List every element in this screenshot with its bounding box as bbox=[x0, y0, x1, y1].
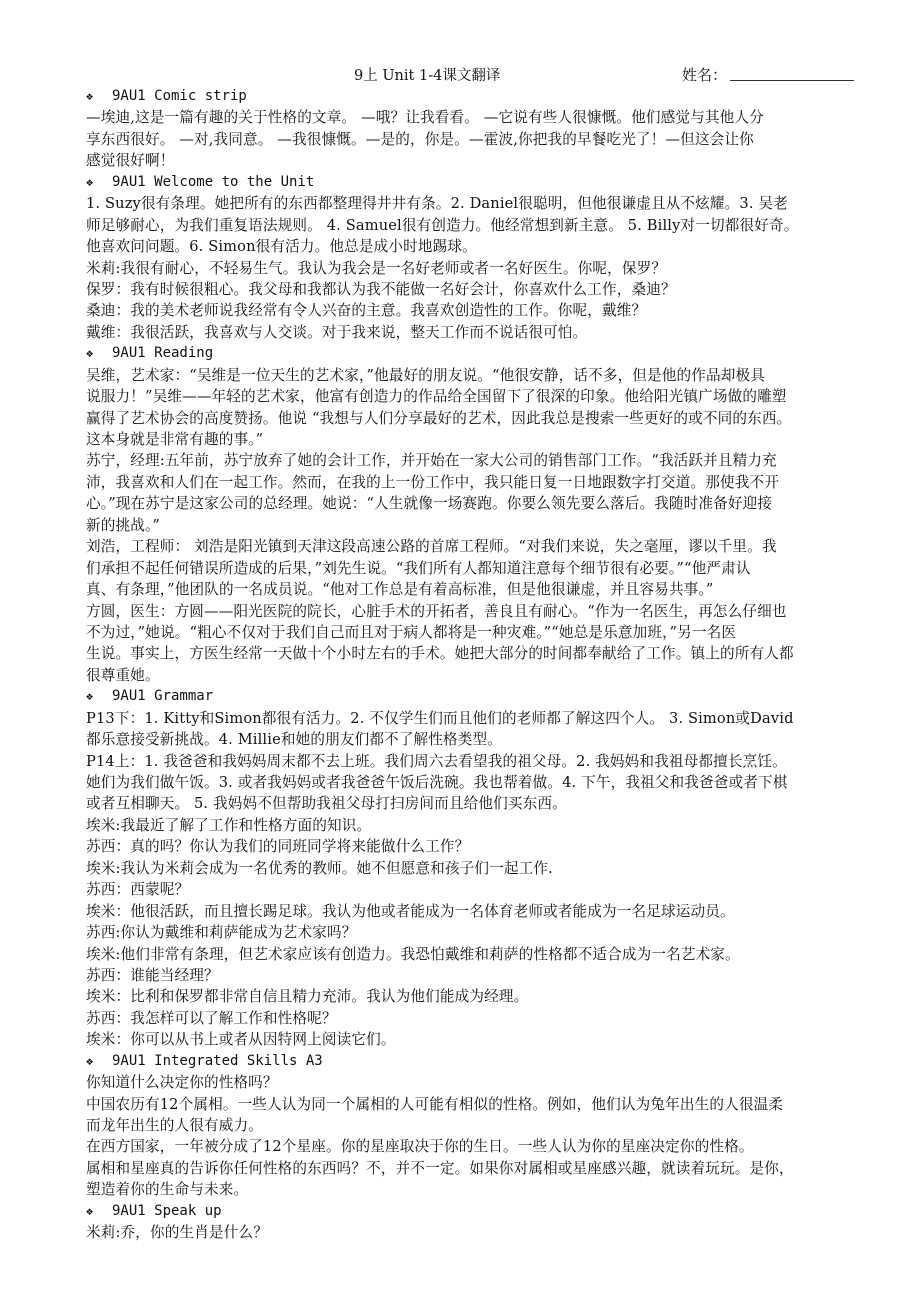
text-line: 苏西：我怎样可以了解工作和性格呢？ bbox=[86, 1009, 337, 1027]
text-line: 真、有条理，”他团队的一名成员说。“他对工作总是有着高标准，但是他很谦虚，并且容易共事。” bbox=[86, 581, 714, 599]
text-line: 都乐意接受新挑战。4. Millie和她的朋友们都不了解性格类型。 bbox=[86, 731, 503, 749]
section-heading bbox=[86, 686, 866, 707]
diamond-bullet-icon: ❖ bbox=[86, 1203, 94, 1218]
text-line: 吴维，艺术家：“吴维是一位天生的艺术家，”他最好的朋友说。“他很安静，话不多，但是他的作品却极具 bbox=[86, 366, 766, 384]
text-line: 不为过，”她说。“粗心不仅对于我们自己而且对于病人都将是一种灾难。”“她总是乐意加班，”另一名医 bbox=[86, 623, 737, 641]
text-line: 属相和星座真的告诉你任何性格的东西吗？不，并不一定。如果你对属相或星座感兴趣，就读着玩玩。是你， bbox=[86, 1159, 794, 1177]
text-line: 很尊重她。 bbox=[86, 666, 160, 684]
text-line: 心。”现在苏宁是这家公司的总经理。她说：“人生就像一场赛跑。你要么领先要么落后。我随时准备好迎接 bbox=[86, 495, 773, 513]
section-heading bbox=[86, 1201, 866, 1222]
text-line: 米莉:我很有耐心，不轻易生气。我认为我会是一名好老师或者一名好医生。你呢，保罗？ bbox=[86, 259, 667, 277]
section bbox=[86, 1201, 866, 1244]
section bbox=[86, 172, 866, 344]
section-heading bbox=[86, 1051, 866, 1072]
text-line: 感觉很好啊！ bbox=[86, 152, 175, 170]
diamond-bullet-icon: ❖ bbox=[86, 689, 94, 704]
text-line: 在西方国家，一年被分成了12个星座。你的星座取决于你的生日。一些人认为你的星座决定你的性格。 bbox=[86, 1138, 754, 1156]
section bbox=[86, 343, 866, 686]
text-line: 她们为我们做午饭。3. 或者我妈妈或者我爸爸午饭后洗碗。我也帮着做。4. 下午，我祖父和我爸爸或者下棋 bbox=[86, 774, 788, 791]
section bbox=[86, 86, 866, 172]
section-heading bbox=[86, 343, 866, 364]
text-line: 塑造着你的生命与未来。 bbox=[86, 1181, 249, 1199]
title-row bbox=[86, 64, 866, 86]
text-line: 你知道什么决定你的性格吗？ bbox=[86, 1074, 278, 1092]
section-heading-text: 9AU1 Comic strip bbox=[112, 88, 247, 104]
section-heading-text: 9AU1 Grammar bbox=[112, 688, 214, 705]
section-heading-text: 9AU1 Speak up bbox=[112, 1202, 222, 1219]
name-label: 姓名： bbox=[682, 66, 728, 84]
text-line: 埃米:他们非常有条理，但艺术家应该有创造力。我恐怕戴维和莉萨的性格都不适合成为一名艺术家。 bbox=[86, 945, 740, 963]
name-blank-line bbox=[730, 80, 854, 81]
text-line: 埃米：你可以从书上或者从因特网上阅读它们。 bbox=[86, 1031, 396, 1049]
text-line: 而龙年出生的人很有威力。 bbox=[86, 1117, 263, 1134]
text-line: 沛，我喜欢和人们在一起工作。然而，在我的上一份工作中，我只能日复一日地跟数字打交道。那使我不开 bbox=[86, 473, 779, 491]
section bbox=[86, 686, 866, 1050]
sections-container bbox=[86, 86, 866, 1244]
section bbox=[86, 1051, 866, 1201]
text-line: 1. Suzy很有条理。她把所有的东西都整理得井井有条。2. Daniel很聪明，但他很谦虚且从不炫耀。3. 吴老 bbox=[86, 195, 788, 213]
text-line: 方圆，医生：方圆——阳光医院的院长，心脏手术的开拓者，善良且有耐心。“作为一名医生，再怎么仔细也 bbox=[86, 602, 787, 620]
diamond-bullet-icon: ❖ bbox=[86, 1053, 94, 1068]
text-line: —埃迪,这是一篇有趣的关于性格的文章。 —哦？让我看看。 —它说有些人很慷慨。他们感觉与其他人分 bbox=[86, 109, 764, 127]
diamond-bullet-icon: ❖ bbox=[86, 89, 94, 103]
diamond-bullet-icon: ❖ bbox=[86, 174, 94, 189]
text-line: P13下：1. Kitty和Simon都很有活力。2. 不仅学生们而且他们的老师都了解这四个人。 3. Simon或David bbox=[86, 709, 794, 727]
text-line: 享东西很好。 —对,我同意。 —我很慷慨。—是的，你是。—霍波,你把我的早餐吃光了！—但这会让你 bbox=[86, 130, 754, 148]
text-line: 中国农历有12个属相。一些人认为同一个属相的人可能有相似的性格。例如，他们认为兔年出生的人很温柔 bbox=[86, 1095, 784, 1113]
text-line: 戴维：我很活跃，我喜欢与人交谈。对于我来说，整天工作而不说话很可怕。 bbox=[86, 323, 588, 341]
text-line: 赢得了艺术协会的高度赞扬。他说 “我想与人们分享最好的艺术，因此我总是搜索一些更好的或不同的东西。 bbox=[86, 409, 792, 427]
text-line: 苏西：真的吗？你认为我们的同班同学将来能做什么工作？ bbox=[86, 838, 470, 856]
text-line: 米莉:乔，你的生肖是什么？ bbox=[86, 1224, 268, 1242]
diamond-bullet-icon: ❖ bbox=[86, 346, 94, 361]
document-page bbox=[86, 64, 866, 1244]
text-line: 们承担不起任何错误所造成的后果，”刘先生说。“我们所有人都知道注意每个细节很有必要。”“他严肃认 bbox=[86, 559, 751, 577]
text-line: 埃米：他很活跃，而且擅长踢足球。我认为他或者能成为一名体育老师或者能成为一名足球运动员。 bbox=[86, 902, 735, 920]
text-line: 新的挑战。” bbox=[86, 516, 161, 534]
page-title: 9上 Unit 1-4课文翻译 bbox=[354, 68, 501, 84]
text-line: 埃米:我最近了解了工作和性格方面的知识。 bbox=[86, 816, 372, 834]
text-line: 埃米:我认为米莉会成为一名优秀的教师。她不但愿意和孩子们一起工作. bbox=[86, 859, 553, 877]
text-line: 这本身就是非常有趣的事。” bbox=[86, 431, 264, 448]
section-heading-text: 9AU1 Reading bbox=[112, 345, 214, 362]
text-line: 保罗：我有时候很粗心。我父母和我都认为我不能做一名好会计，你喜欢什么工作，桑迪？ bbox=[86, 280, 676, 298]
text-line: 埃米：比利和保罗都非常自信且精力充沛。我认为他们能成为经理。 bbox=[86, 988, 529, 1006]
section-heading bbox=[86, 172, 866, 193]
text-line: 苏宁，经理:五年前，苏宁放弃了她的会计工作，并开始在一家大公司的销售部门工作。“我活跃并且精力充 bbox=[86, 452, 777, 470]
text-line: 桑迪：我的美术老师说我经常有令人兴奋的主意。我喜欢创造性的工作。你呢，戴维？ bbox=[86, 302, 647, 320]
text-line: 师足够耐心，为我们重复语法规则。 4. Samuel很有创造力。他经常想到新主意。 5. Billy对一切都很好奇。 bbox=[86, 216, 799, 234]
section-heading-text: 9AU1 Integrated Skills A3 bbox=[112, 1052, 323, 1069]
text-line: P14上：1. 我爸爸和我妈妈周末都不去上班。我们周六去看望我的祖父母。2. 我妈妈和我祖母都擅长烹饪。 bbox=[86, 752, 787, 770]
text-line: 他喜欢问问题。6. Simon很有活力。他总是成小时地踢球。 bbox=[86, 238, 477, 256]
text-line: 或者互相聊天。 5. 我妈妈不但帮助我祖父母打扫房间而且给他们买东西。 bbox=[86, 795, 567, 813]
text-line: 苏西:你认为戴维和莉萨能成为艺术家吗？ bbox=[86, 924, 357, 942]
text-line: 苏西：西蒙呢？ bbox=[86, 881, 190, 899]
text-line: 刘浩，工程师： 刘浩是阳光镇到天津这段高速公路的首席工程师。“对我们来说，失之毫厘，谬以千里。我 bbox=[86, 538, 777, 556]
text-line: 苏西：谁能当经理？ bbox=[86, 966, 219, 984]
text-line: 生说。事实上，方医生经常一天做十个小时左右的手术。她把大部分的时间都奉献给了工作。镇上的所有人都 bbox=[86, 645, 794, 663]
section-heading-text: 9AU1 Welcome to the Unit bbox=[112, 173, 315, 190]
section-heading bbox=[86, 86, 866, 107]
text-line: 说服力！”吴维——年轻的艺术家，他富有创造力的作品给全国留下了很深的印象。他给阳光镇广场做的雕塑 bbox=[86, 388, 787, 406]
